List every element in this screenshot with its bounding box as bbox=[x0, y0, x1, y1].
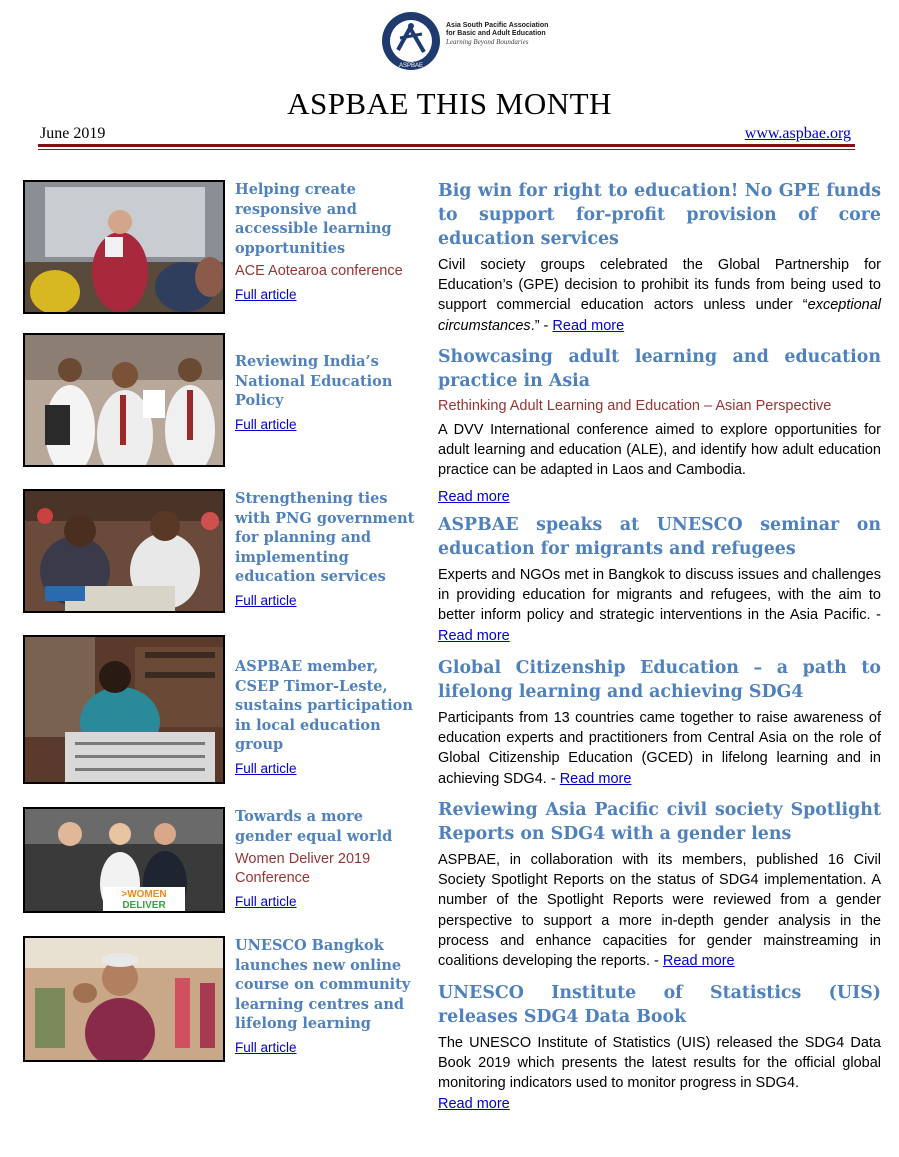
issue-date: June 2019 bbox=[40, 125, 106, 142]
aspbae-logo[interactable] bbox=[380, 10, 550, 74]
left-story-5 bbox=[23, 807, 418, 915]
story-photo-4 bbox=[23, 635, 225, 784]
read-more-link[interactable]: Read more bbox=[438, 488, 510, 505]
article-title: Big win for right to education! No GPE funds to support for-profit provision of core education services bbox=[438, 181, 881, 249]
article-body: A DVV International conference aimed to explore opportunities for adult learning and education (ALE), and identify how adult education practice can be adapted in Laos and Cambodia. bbox=[438, 422, 881, 479]
article-body: ASPBAE, in collaboration with its members, published 16 Civil Society Spotlight Reports on the status of SDG4 implementation. A number of the Spotlight Reports were reviewed from a gender perspective to support a more in-depth gender analysis in the process and enhance capacities for gender mainstreaming in coalitions developing the reports. - Read more bbox=[438, 852, 881, 970]
full-article-link[interactable]: Full article bbox=[235, 894, 297, 910]
left-story-title: Strengthening ties with PNG government for planning and implementing education services bbox=[235, 490, 415, 586]
article-subtitle: Rethinking Adult Learning and Education – Asian Perspective bbox=[438, 398, 832, 414]
read-more-link[interactable]: Read more bbox=[438, 1095, 510, 1112]
logo-line-2: for Basic and Adult Education bbox=[446, 30, 546, 37]
read-more-link[interactable]: Read more bbox=[662, 953, 735, 970]
svg-text:DELIVER: DELIVER bbox=[122, 900, 166, 911]
website-link[interactable]: www.aspbae.org bbox=[744, 125, 851, 142]
read-more-link[interactable]: Read more bbox=[438, 627, 510, 644]
svg-text:ASPBAE: ASPBAE bbox=[398, 63, 424, 69]
left-story-1 bbox=[23, 180, 418, 315]
article-title: UNESCO Institute of Statistics (UIS) releases SDG4 Data Book bbox=[438, 983, 881, 1027]
left-story-2 bbox=[23, 333, 418, 468]
full-article-link[interactable]: Full article bbox=[235, 416, 297, 432]
full-article-link[interactable]: Full article bbox=[235, 287, 297, 303]
left-story-title: ASPBAE member, CSEP Timor-Leste, sustains participation in local education group bbox=[235, 658, 413, 754]
aspbae-logo-icon bbox=[380, 10, 442, 72]
full-article-link[interactable]: Full article bbox=[235, 760, 297, 776]
article-body: The UNESCO Institute of Statistics (UIS) released the SDG4 Data Book 2019 which presents the latest results for the official global monitoring indicators used to monitor progress in SDG4. bbox=[438, 1035, 881, 1092]
article-title: ASPBAE speaks at UNESCO seminar on education for migrants and refugees bbox=[438, 515, 881, 559]
story-photo-5 bbox=[23, 807, 225, 913]
left-story-4 bbox=[23, 635, 418, 785]
story-photo-6 bbox=[23, 936, 225, 1062]
read-more-link[interactable]: Read more bbox=[559, 770, 632, 787]
story-photo-1 bbox=[23, 180, 225, 314]
full-article-link[interactable]: Full article bbox=[235, 1039, 297, 1055]
logo-wordmark bbox=[446, 22, 548, 46]
left-story-title: Helping create responsive and accessible learning opportunities bbox=[235, 181, 392, 257]
article-5 bbox=[438, 798, 881, 971]
left-story-title: Towards a more gender equal world bbox=[235, 808, 393, 845]
full-article-link[interactable]: Full article bbox=[235, 592, 297, 608]
left-story-title: UNESCO Bangkok launches new online course on community learning centres and lifelong learning bbox=[235, 937, 411, 1033]
article-1 bbox=[438, 179, 881, 336]
article-title: Global Citizenship Education – a path to lifelong learning and achieving SDG4 bbox=[438, 658, 881, 702]
left-story-6 bbox=[23, 936, 418, 1064]
story-photo-3 bbox=[23, 489, 225, 613]
story-photo-2 bbox=[23, 333, 225, 467]
article-title: Showcasing adult learning and education practice in Asia bbox=[438, 347, 881, 391]
logo-tagline: Learning Beyond Boundaries bbox=[446, 38, 529, 46]
read-more-link[interactable]: Read more bbox=[552, 317, 625, 334]
article-6 bbox=[438, 981, 881, 1114]
article-title: Reviewing Asia Pacific civil society Spotlight Reports on SDG4 with a gender lens bbox=[438, 800, 881, 844]
header-rule-thin bbox=[38, 149, 855, 150]
left-story-subtitle: Women Deliver 2019 Conference bbox=[235, 851, 371, 887]
article-body: Experts and NGOs met in Bangkok to discuss issues and challenges in providing education for migrants and refugees, with the aim to better inform policy and strategic interventions in the Asia Pacific. - Read more bbox=[438, 567, 881, 644]
article-3 bbox=[438, 513, 881, 646]
newsletter-title: ASPBAE THIS MONTH bbox=[287, 86, 612, 121]
logo-line-1: Asia South Pacific Association bbox=[446, 22, 549, 29]
header-rule bbox=[38, 144, 855, 147]
article-body: Participants from 13 countries came together to raise awareness of education experts and practitioners from Central Asia on the role of Global Citizenship Education (GCED) in lifelong learning and in achieving SDG4. - Read more bbox=[438, 710, 881, 787]
left-story-title: Reviewing India’s National Education Policy bbox=[235, 353, 393, 410]
article-4 bbox=[438, 656, 881, 789]
article-body: Civil society groups celebrated the Global Partnership for Education’s (GPE) decision to prohibit its funds from being used to support commercial education actors unless under “exceptional circumstances.” - Read more bbox=[438, 257, 881, 334]
left-story-subtitle: ACE Aotearoa conference bbox=[235, 263, 403, 280]
svg-text:>WOMEN: >WOMEN bbox=[121, 889, 167, 900]
article-2 bbox=[438, 345, 881, 507]
left-story-3 bbox=[23, 489, 418, 614]
